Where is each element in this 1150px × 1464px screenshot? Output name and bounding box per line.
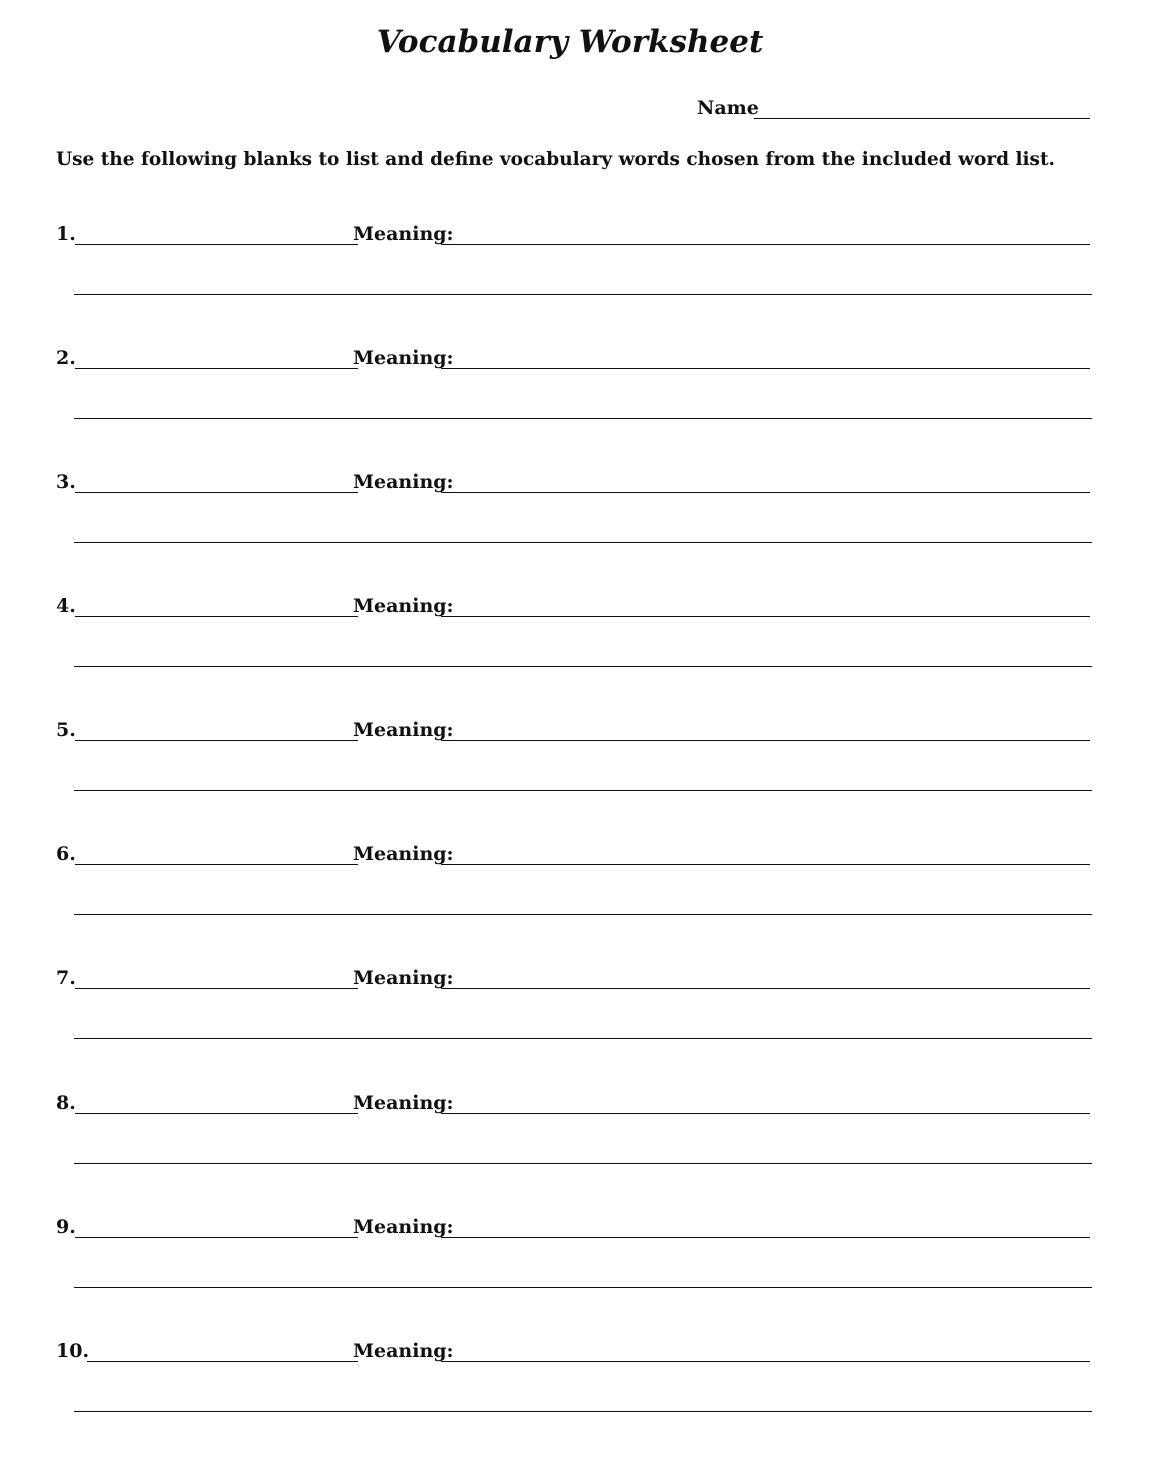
meaning-label: Meaning: (353, 719, 454, 741)
item-number: 3. (56, 471, 76, 493)
name-blank-line[interactable] (754, 118, 1090, 119)
item-number: 9. (56, 1216, 76, 1238)
word-blank[interactable] (75, 244, 358, 245)
meaning-continuation-blank[interactable] (74, 1287, 1092, 1288)
vocab-item (0, 593, 1150, 673)
word-blank[interactable] (75, 492, 358, 493)
word-blank[interactable] (87, 1361, 358, 1362)
name-field[interactable] (697, 95, 1090, 121)
word-blank[interactable] (75, 740, 358, 741)
meaning-blank[interactable] (441, 864, 1090, 865)
item-number: 6. (56, 843, 76, 865)
meaning-label: Meaning: (353, 1340, 454, 1362)
meaning-blank[interactable] (441, 988, 1090, 989)
word-blank[interactable] (75, 616, 358, 617)
item-number: 2. (56, 347, 76, 369)
word-blank[interactable] (75, 368, 358, 369)
meaning-continuation-blank[interactable] (74, 294, 1092, 295)
vocab-item (0, 345, 1150, 425)
meaning-blank[interactable] (441, 616, 1090, 617)
meaning-continuation-blank[interactable] (74, 1038, 1092, 1039)
vocab-item (0, 965, 1150, 1045)
meaning-continuation-blank[interactable] (74, 1411, 1092, 1412)
meaning-blank[interactable] (441, 368, 1090, 369)
meaning-continuation-blank[interactable] (74, 1163, 1092, 1164)
meaning-label: Meaning: (353, 843, 454, 865)
meaning-label: Meaning: (353, 595, 454, 617)
meaning-label: Meaning: (353, 347, 454, 369)
meaning-label: Meaning: (353, 967, 454, 989)
vocab-item (0, 717, 1150, 797)
meaning-label: Meaning: (353, 1092, 454, 1114)
item-number: 10. (56, 1340, 90, 1362)
item-number: 1. (56, 223, 76, 245)
meaning-label: Meaning: (353, 471, 454, 493)
meaning-continuation-blank[interactable] (74, 542, 1092, 543)
meaning-blank[interactable] (441, 244, 1090, 245)
word-blank[interactable] (75, 864, 358, 865)
worksheet-title: Vocabulary Worksheet (376, 24, 764, 60)
name-label: Name (697, 97, 759, 119)
meaning-continuation-blank[interactable] (74, 790, 1092, 791)
meaning-label: Meaning: (353, 1216, 454, 1238)
meaning-label: Meaning: (353, 223, 454, 245)
instructions-text: Use the following blanks to list and define vocabulary words chosen from the included word list. (56, 149, 1055, 170)
meaning-blank[interactable] (441, 1113, 1090, 1114)
item-number: 4. (56, 595, 76, 617)
meaning-blank[interactable] (441, 740, 1090, 741)
meaning-continuation-blank[interactable] (74, 418, 1092, 419)
word-blank[interactable] (75, 988, 358, 989)
vocab-item (0, 841, 1150, 921)
item-number: 7. (56, 967, 76, 989)
meaning-continuation-blank[interactable] (74, 914, 1092, 915)
vocab-item (0, 1338, 1150, 1418)
meaning-continuation-blank[interactable] (74, 666, 1092, 667)
item-number: 5. (56, 719, 76, 741)
meaning-blank[interactable] (441, 1361, 1090, 1362)
vocab-item (0, 1214, 1150, 1294)
item-number: 8. (56, 1092, 76, 1114)
meaning-blank[interactable] (441, 1237, 1090, 1238)
vocab-item (0, 1090, 1150, 1170)
vocab-item (0, 221, 1150, 301)
word-blank[interactable] (75, 1237, 358, 1238)
word-blank[interactable] (75, 1113, 358, 1114)
meaning-blank[interactable] (441, 492, 1090, 493)
vocab-item (0, 469, 1150, 549)
